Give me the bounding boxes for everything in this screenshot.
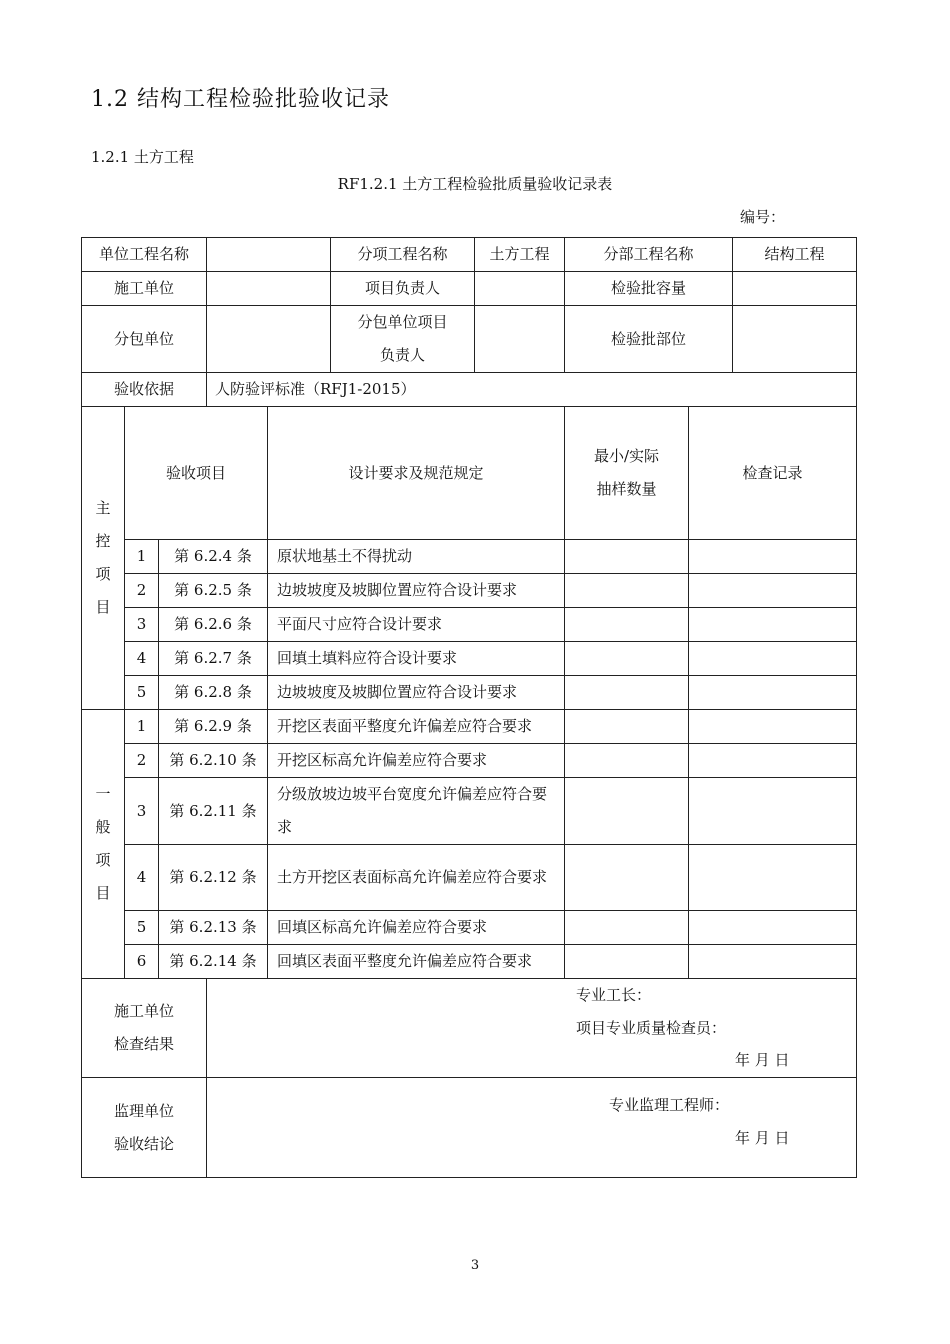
- general-group-char-4: 目: [95, 884, 111, 902]
- supervising-engineer-label: 专业监理工程师：: [609, 1096, 730, 1114]
- subcontractor-value[interactable]: [207, 306, 331, 373]
- table-row: [82, 676, 857, 710]
- main-group-char-1: 主: [95, 499, 111, 517]
- row-requirement: 分级放坡边坡平台宽度允许偏差应符合要求: [268, 778, 565, 845]
- row-record-cell[interactable]: [689, 744, 857, 778]
- supervision-area[interactable]: [207, 1078, 857, 1178]
- row-record-cell[interactable]: [689, 608, 857, 642]
- general-group-label: [82, 710, 125, 979]
- row-sample-cell[interactable]: [565, 608, 689, 642]
- row-clause: 第 6.2.10 条: [159, 744, 268, 778]
- row-clause: 第 6.2.14 条: [159, 945, 268, 979]
- row-clause: 第 6.2.8 条: [159, 676, 268, 710]
- table-row: [82, 845, 857, 911]
- sub-item-name-value[interactable]: 土方工程: [475, 238, 565, 272]
- basis-value: 人防验评标准（RFJ1-2015）: [207, 373, 857, 407]
- inspection-record-table: [81, 237, 857, 1178]
- row-number: 1: [125, 710, 159, 744]
- section-heading: 1.2 结构工程检验批验收记录: [91, 87, 390, 112]
- table-row: [82, 608, 857, 642]
- row-clause: 第 6.2.6 条: [159, 608, 268, 642]
- supervision-date-label: 年 月 日: [735, 1129, 790, 1147]
- row-clause: 第 6.2.5 条: [159, 574, 268, 608]
- main-control-group-label: [82, 407, 125, 710]
- row-number: 6: [125, 945, 159, 979]
- construction-check-area[interactable]: [207, 979, 857, 1078]
- header-row-2: [82, 272, 857, 306]
- main-group-char-3: 项: [95, 565, 111, 583]
- basis-label: 验收依据: [82, 373, 207, 407]
- supervision-row: [82, 1078, 857, 1178]
- batch-capacity-label: 检验批容量: [565, 272, 733, 306]
- column-header-sample-line2: 抽样数量: [596, 480, 657, 498]
- subcontractor-manager-label-line1: 分包单位项目: [357, 313, 448, 331]
- quality-inspector-label: 项目专业质量检查员：: [576, 1019, 727, 1037]
- row-sample-cell[interactable]: [565, 945, 689, 979]
- table-row: [82, 574, 857, 608]
- subcontractor-manager-value[interactable]: [475, 306, 565, 373]
- header-row-1: [82, 238, 857, 272]
- construction-check-label-line2: 检查结果: [114, 1035, 175, 1053]
- row-number: 4: [125, 642, 159, 676]
- foreman-label: 专业工长：: [576, 986, 652, 1004]
- row-requirement: 边坡坡度及坡脚位置应符合设计要求: [268, 676, 565, 710]
- row-requirement: 回填区标高允许偏差应符合要求: [268, 911, 565, 945]
- sub-item-name-label: 分项工程名称: [331, 238, 475, 272]
- row-sample-cell[interactable]: [565, 778, 689, 845]
- row-clause: 第 6.2.9 条: [159, 710, 268, 744]
- row-sample-cell[interactable]: [565, 710, 689, 744]
- subsection-heading: 1.2.1 土方工程: [91, 148, 194, 166]
- unit-project-name-label: 单位工程名称: [82, 238, 207, 272]
- column-header-requirement: 设计要求及规范规定: [268, 407, 565, 540]
- construction-unit-value[interactable]: [207, 272, 331, 306]
- row-clause: 第 6.2.11 条: [159, 778, 268, 845]
- supervision-label-line2: 验收结论: [114, 1134, 175, 1153]
- subcontractor-manager-label-line2: 负责人: [380, 346, 426, 364]
- general-group-char-3: 项: [95, 851, 111, 869]
- header-row-3: [82, 306, 857, 373]
- form-number-label: 编号：: [740, 208, 786, 226]
- batch-location-label: 检验批部位: [565, 306, 733, 373]
- row-requirement: 原状地基土不得扰动: [268, 540, 565, 574]
- column-header-sample-line1: 最小/实际: [593, 447, 660, 465]
- construction-check-row: [82, 979, 857, 1078]
- general-group-char-2: 般: [95, 818, 111, 836]
- row-number: 5: [125, 911, 159, 945]
- construction-check-label-line1: 施工单位: [114, 1002, 175, 1020]
- project-manager-value[interactable]: [475, 272, 565, 306]
- page-number: 3: [470, 1258, 480, 1273]
- project-manager-label: 项目负责人: [331, 272, 475, 306]
- row-record-cell[interactable]: [689, 710, 857, 744]
- row-requirement: 回填区表面平整度允许偏差应符合要求: [268, 945, 565, 979]
- division-name-label: 分部工程名称: [565, 238, 733, 272]
- supervision-label: [82, 1078, 207, 1178]
- row-clause: 第 6.2.7 条: [159, 642, 268, 676]
- division-name-value[interactable]: 结构工程: [733, 238, 857, 272]
- row-record-cell[interactable]: [689, 574, 857, 608]
- supervision-label-line1: 监理单位: [114, 1101, 175, 1120]
- row-sample-cell[interactable]: [565, 676, 689, 710]
- column-header-item: 验收项目: [125, 407, 268, 540]
- row-record-cell[interactable]: [689, 945, 857, 979]
- construction-unit-label: 施工单位: [82, 272, 207, 306]
- row-clause: 第 6.2.4 条: [159, 540, 268, 574]
- row-record-cell[interactable]: [689, 540, 857, 574]
- row-record-cell[interactable]: [689, 676, 857, 710]
- construction-check-label: [82, 979, 207, 1078]
- batch-capacity-value[interactable]: [733, 272, 857, 306]
- table-row: [82, 744, 857, 778]
- main-group-char-2: 控: [95, 532, 111, 550]
- column-header-sample: [565, 407, 689, 540]
- row-requirement: 开挖区表面平整度允许偏差应符合要求: [268, 710, 565, 744]
- batch-location-value[interactable]: [733, 306, 857, 373]
- row-requirement: 边坡坡度及坡脚位置应符合设计要求: [268, 574, 565, 608]
- row-requirement: 开挖区标高允许偏差应符合要求: [268, 744, 565, 778]
- form-title: RF1.2.1 土方工程检验批质量验收记录表: [337, 175, 613, 193]
- column-header-row: [82, 407, 857, 540]
- table-row: [82, 911, 857, 945]
- table-row: [82, 710, 857, 744]
- table-row: [82, 642, 857, 676]
- column-header-record: 检查记录: [689, 407, 857, 540]
- row-number: 2: [125, 574, 159, 608]
- row-clause: 第 6.2.13 条: [159, 911, 268, 945]
- row-requirement: 土方开挖区表面标高允许偏差应符合要求: [268, 845, 565, 911]
- row-record-cell[interactable]: [689, 778, 857, 845]
- row-number: 2: [125, 744, 159, 778]
- basis-row: [82, 373, 857, 407]
- table-row: [82, 778, 857, 845]
- row-number: 1: [125, 540, 159, 574]
- general-group-char-1: 一: [95, 785, 111, 803]
- row-record-cell[interactable]: [689, 911, 857, 945]
- row-record-cell[interactable]: [689, 845, 857, 911]
- row-requirement: 平面尺寸应符合设计要求: [268, 608, 565, 642]
- subcontractor-label: 分包单位: [82, 306, 207, 373]
- row-sample-cell[interactable]: [565, 574, 689, 608]
- table-row: [82, 540, 857, 574]
- row-sample-cell[interactable]: [565, 911, 689, 945]
- table-row: [82, 945, 857, 979]
- row-sample-cell[interactable]: [565, 540, 689, 574]
- row-sample-cell[interactable]: [565, 744, 689, 778]
- row-clause: 第 6.2.12 条: [159, 845, 268, 911]
- row-sample-cell[interactable]: [565, 642, 689, 676]
- main-group-char-4: 目: [95, 598, 111, 616]
- unit-project-name-value[interactable]: [207, 238, 331, 272]
- subcontractor-manager-label: [331, 306, 475, 373]
- row-number: 3: [125, 778, 159, 845]
- row-sample-cell[interactable]: [565, 845, 689, 911]
- row-number: 3: [125, 608, 159, 642]
- row-number: 4: [125, 845, 159, 911]
- row-number: 5: [125, 676, 159, 710]
- row-record-cell[interactable]: [689, 642, 857, 676]
- construction-date-label: 年 月 日: [735, 1051, 790, 1069]
- row-requirement: 回填土填料应符合设计要求: [268, 642, 565, 676]
